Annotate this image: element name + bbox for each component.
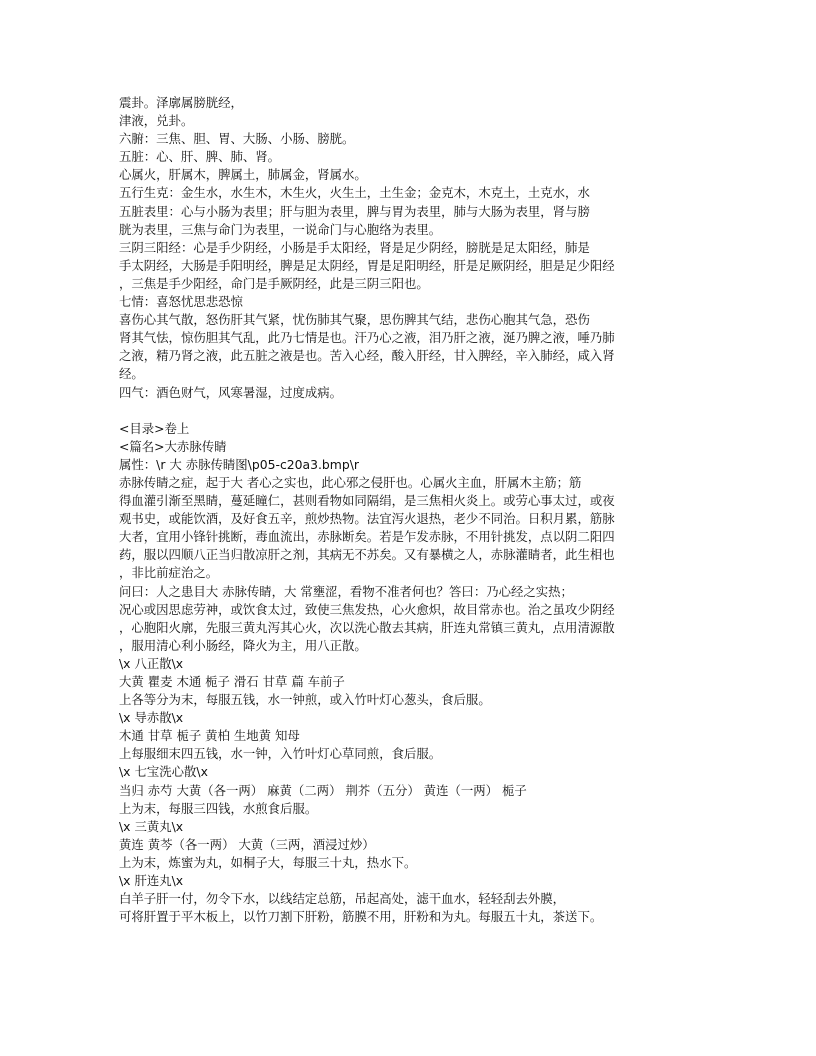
formula-ingredients: 大黄 瞿麦 木通 栀子 滑石 甘草 萹 车前子 <box>119 674 345 689</box>
formula-ingredients: 木通 甘草 栀子 黄柏 生地黄 知母 <box>119 728 300 744</box>
text-line: 七情：喜怒忧思悲恐惊 <box>119 294 243 310</box>
text-line: ，三焦是手少阳经，命门是手厥阴经，此是三阴三阳也。 <box>119 275 429 291</box>
formula-directions: 可将肝置于平木板上，以竹刀割下肝粉，筋膜不用，肝粉和为丸。每服五十丸，茶送下。 <box>119 909 603 925</box>
formula-directions: 白羊子肝一付，勿令下水，以线结定总筋，吊起高处，滤干血水，轻轻刮去外膜， <box>119 891 566 907</box>
text-line: 问曰：人之患目大 赤脉传睛，大 常壅涩，看物不准者何也？答曰：乃心经之实热； <box>119 583 573 599</box>
section-heading: <目录>卷上 <box>119 420 190 436</box>
text-line: ，服用清心利小肠经，降火为主，用八正散。 <box>119 637 367 653</box>
formula-title: \x 肝连丸\x <box>119 873 184 889</box>
chapter-title: <篇名>大赤脉传睛 <box>119 438 227 454</box>
text-line: 四气：酒色财气，风寒暑湿，过度成病。 <box>119 384 343 400</box>
text-line: 赤脉传睛之症，起于大 者心之实也，此心邪之侵肝也。心属火主血，肝属木主筋；筋 <box>119 474 582 490</box>
formula-directions: 上为末，每服三四钱，水煎食后服。 <box>119 800 318 816</box>
text-line: ，心胞阳火廓，先服三黄丸泻其心火，次以洗心散去其病，肝连丸常镇三黄丸，点用清源散 <box>119 619 615 635</box>
text-line: 震卦。泽廓属膀胱经， <box>119 95 243 110</box>
text-line: 五脏表里：心与小肠为表里；肝与胆为表里，脾与胃为表里，肺与大肠为表里，肾与膀 <box>119 203 590 219</box>
text-line: 属性：\r 大 赤脉传睛图\p05-c20a3.bmp\r <box>119 456 360 472</box>
blank-line <box>119 402 699 420</box>
formula-directions: 上每服细末四五钱，水一钟，入竹叶灯心草同煎，食后服。 <box>119 746 442 762</box>
formula-ingredients: 黄连 黄芩（各一两） 大黄（三两，酒浸过炒） <box>119 836 375 852</box>
text-line: 药，服以四顺八正当归散凉肝之剂，其病无不苏矣。又有暴横之人，赤脉灌睛者，此生相也 <box>119 547 615 563</box>
text-line: 观书史，或能饮酒，及好食五辛，煎炒热物。法宜泻火退热，老少不同治。日积月累，筋脉 <box>119 511 615 527</box>
text-line: 喜伤心其气散，怒伤肝其气紧，忧伤肺其气聚，思伤脾其气结，悲伤心胞其气急，恐伤 <box>119 312 590 328</box>
document-page <box>119 94 699 926</box>
text-line: 况心或因思虑劳神，或饮食太过，致使三焦发热，心火愈炽，故目常赤也。治之虽攻少阴经 <box>119 601 615 617</box>
text-line: 胱为表里，三焦与命门为表里，一说命门与心胞络为表里。 <box>119 221 442 237</box>
text-line: 三阴三阳经：心是手少阴经，小肠是手太阳经，肾是足少阴经，膀胱是足太阳经，肺是 <box>119 239 590 255</box>
text-line: ，非比前症治之。 <box>119 565 219 581</box>
formula-directions: 上各等分为末，每服五钱，水一钟煎，或入竹叶灯心葱头，食后服。 <box>119 692 491 708</box>
text-line: 肾其气怯，惊伤胆其气乱，此乃七情是也。汗乃心之液，泪乃肝之液，涎乃脾之液，唾乃肺 <box>119 330 615 346</box>
text-line: 经。 <box>119 366 144 382</box>
formula-title: \x 导赤散\x <box>119 710 184 726</box>
text-line: 大者，宜用小锋针挑断，毒血流出，赤脉断矣。若是乍发赤脉，不用针挑发，点以阴二阳四 <box>119 529 615 545</box>
text-line: 得血灌引渐至黑睛，蔓延瞳仁，甚则看物如同隔绢，是三焦相火炎上。或劳心事太过，或夜 <box>119 493 615 509</box>
text-line: 之液，精乃肾之液，此五脏之液是也。苦入心经，酸入肝经，甘入脾经，辛入肺经，咸入肾 <box>119 348 615 364</box>
text-line: 五脏：心、肝、脾、肺、肾。 <box>119 149 281 165</box>
formula-title: \x 七宝洗心散\x <box>119 764 208 780</box>
text-line: 五行生克：金生水，水生木，木生火，火生土，土生金；金克木，木克土，土克水，水 <box>119 185 590 201</box>
text-line: 手太阴经，大肠是手阳明经，脾是足太阴经，胃是足阳明经，肝是足厥阴经，胆是足少阳经 <box>119 257 615 273</box>
formula-directions: 上为末，炼蜜为丸，如桐子大，每服三十丸，热水下。 <box>119 854 417 870</box>
text-line: 六腑：三焦、胆、胃、大肠、小肠、膀胱。 <box>119 131 355 147</box>
formula-title: \x 八正散\x <box>119 655 184 671</box>
formula-ingredients: 当归 赤芍 大黄（各一两） 麻黄（二两） 荆芥（五分） 黄连（一两） 栀子 <box>119 782 527 798</box>
text-line: 心属火，肝属木，脾属土，肺属金，肾属水。 <box>119 167 367 183</box>
text-line: 津液，兑卦。 <box>119 113 194 129</box>
formula-title: \x 三黄丸\x <box>119 818 184 834</box>
